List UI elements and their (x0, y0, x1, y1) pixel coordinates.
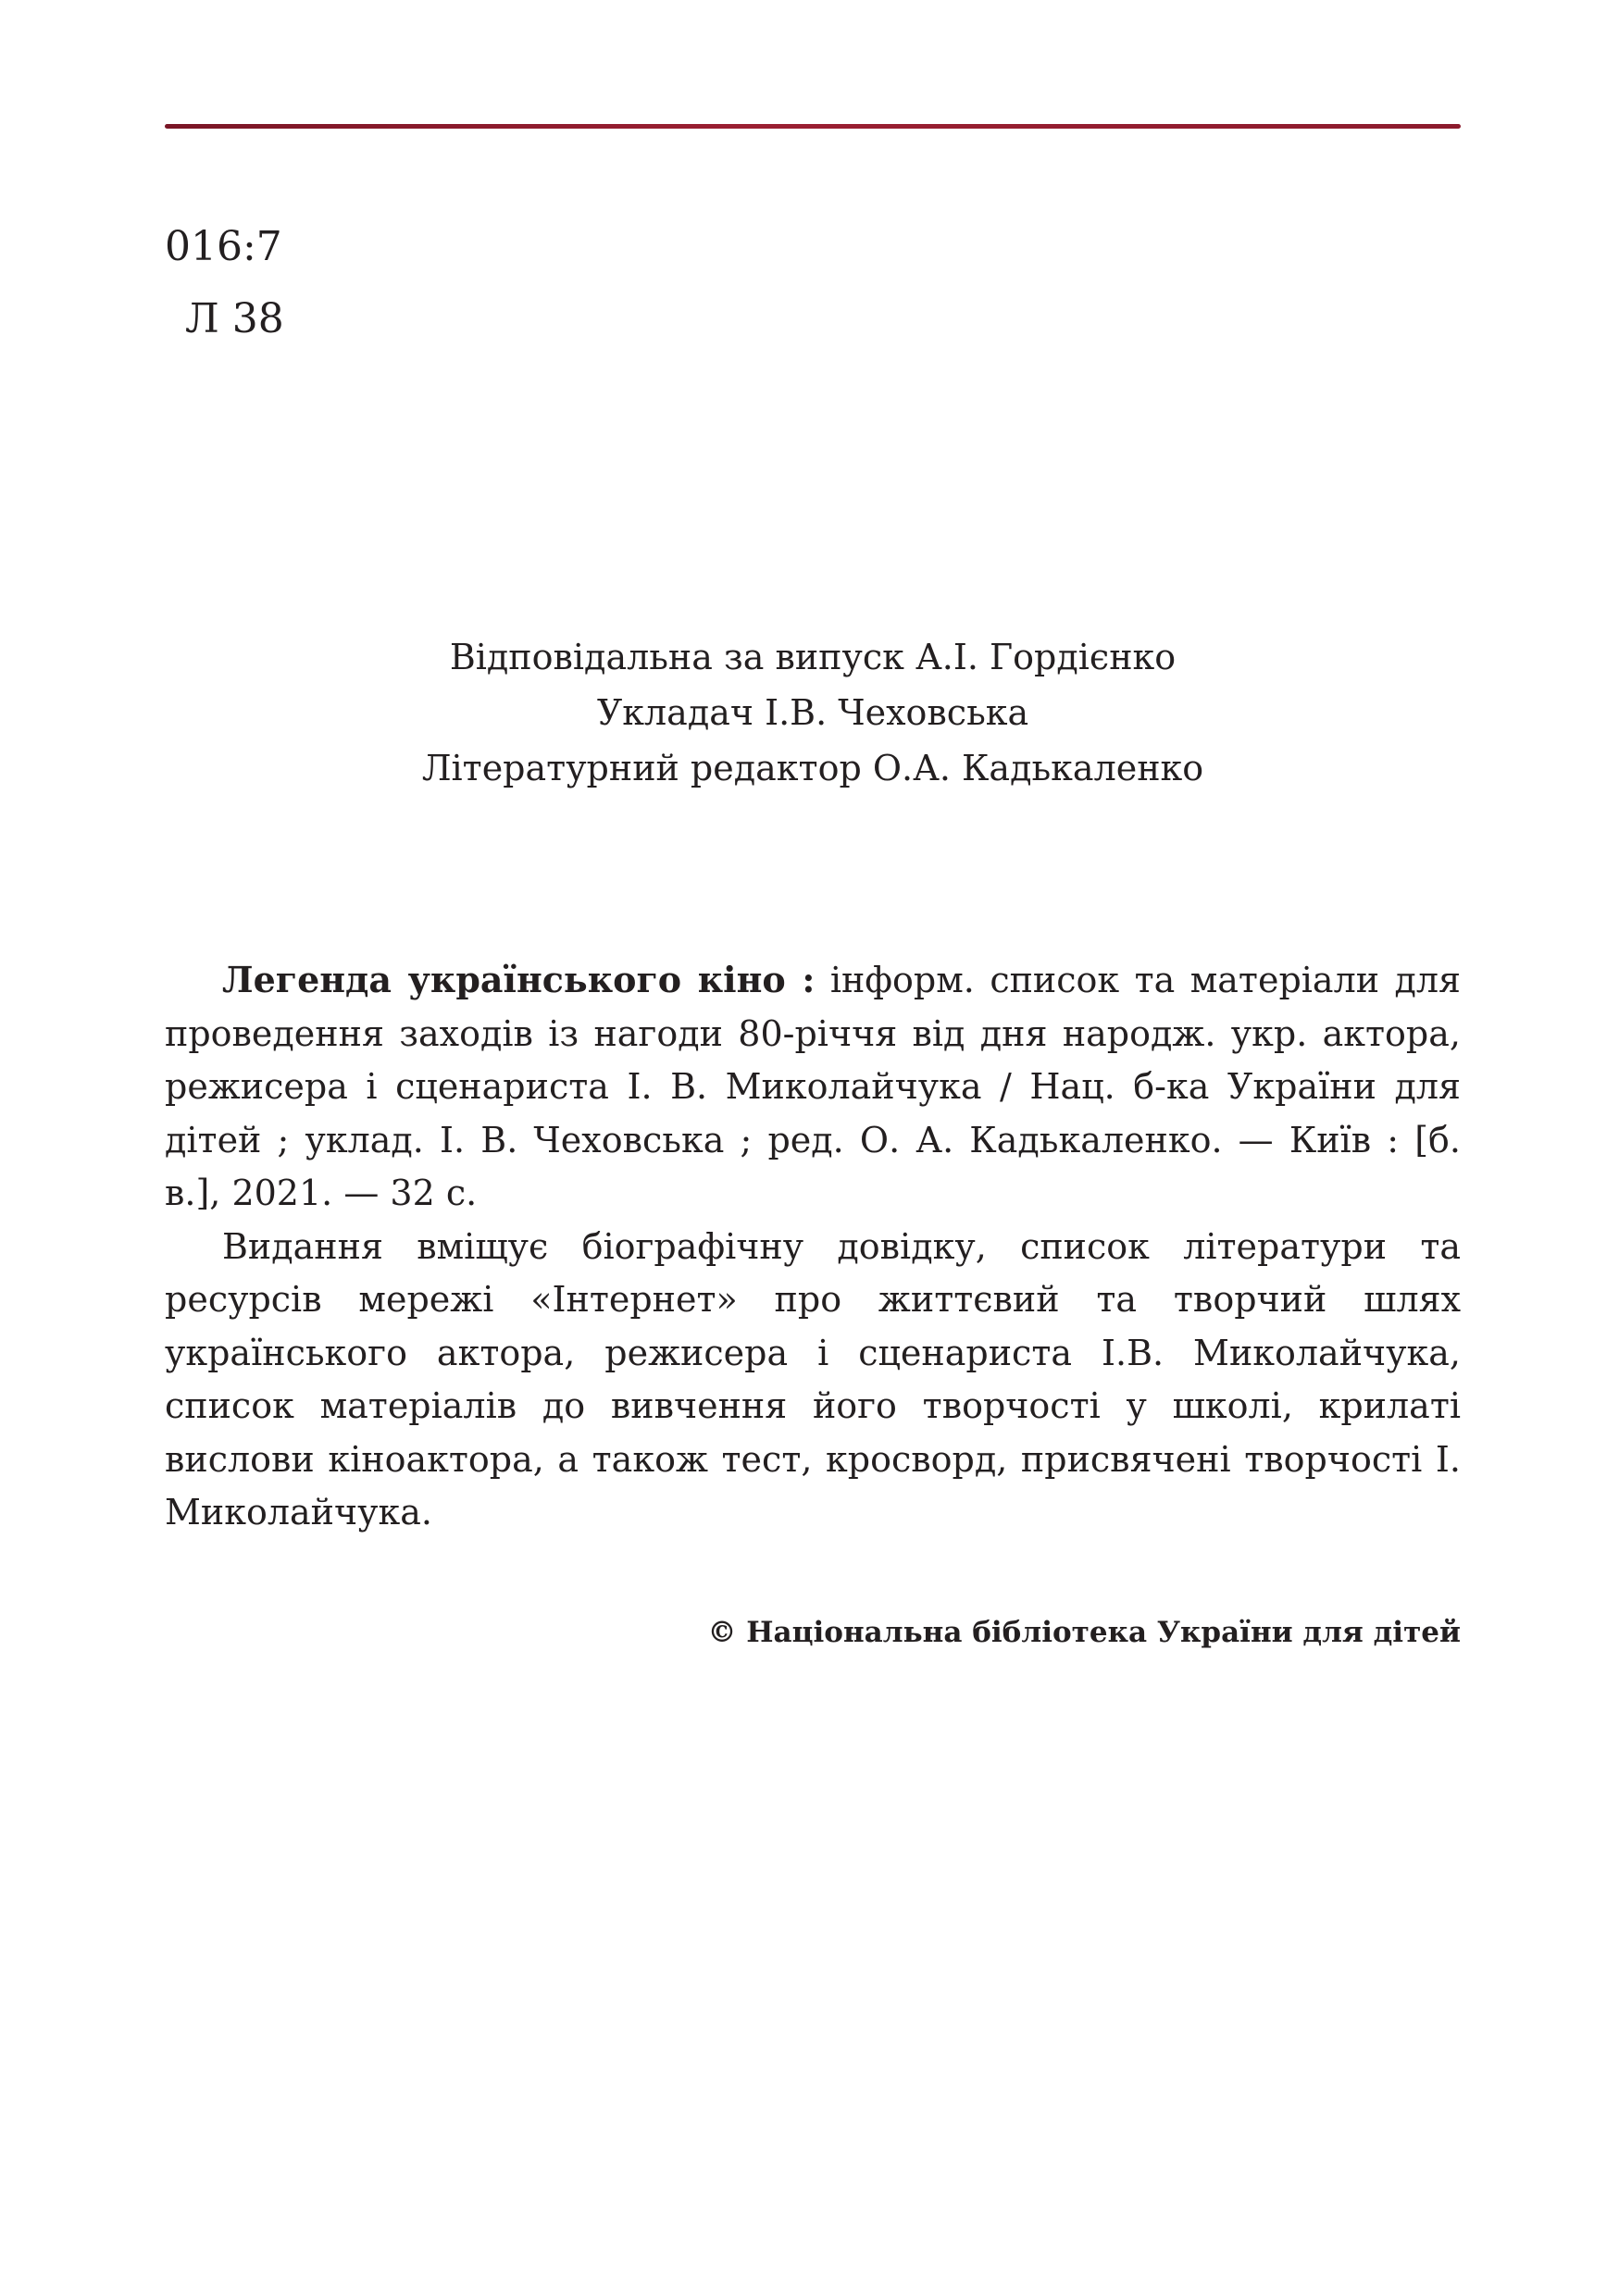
publication-title: Легенда українського кіно : (222, 959, 816, 1000)
literary-editor: Літературний редактор О.А. Кадькаленко (421, 748, 1204, 788)
classification-indices (165, 211, 284, 355)
bibliographic-description (165, 953, 1461, 1540)
abstract: Видання вміщує біографічну довідку, список літератури та ресурсів мережі «Інтернет» про життєвий та творчий шлях українського актора, режисера і сценариста І.В. Миколайчука, список матеріалів до вивчення його творчості у школі, крилаті вислови кіноактора, а також тест, кросворд, присвячені творчості І. Миколайчука. (165, 1225, 1461, 1533)
responsible-person: Відповідальна за випуск А.І. Гордієнко (449, 637, 1177, 677)
credits (165, 629, 1461, 796)
author-mark: Л 38 (185, 295, 284, 342)
bibliographic-record (165, 953, 1461, 1221)
udc-index: 016:7 (165, 223, 282, 270)
copyright-notice: © Національна бібліотека України для дітей (707, 1616, 1461, 1649)
bibliographic-details: інформ. список та матеріали для проведення заходів із нагоди 80-річчя від дня народж. укр. актора, режисера і сценариста І. В. Миколайчука / Нац. б-ка України для дітей ; уклад. І. В. Чеховська ; ред. О. А. Кадькаленко. — Київ : [б. в.], 2021. — 32 с. (165, 960, 1461, 1213)
header-rule (165, 124, 1461, 129)
compiler: Укладач І.В. Чеховська (596, 692, 1029, 733)
